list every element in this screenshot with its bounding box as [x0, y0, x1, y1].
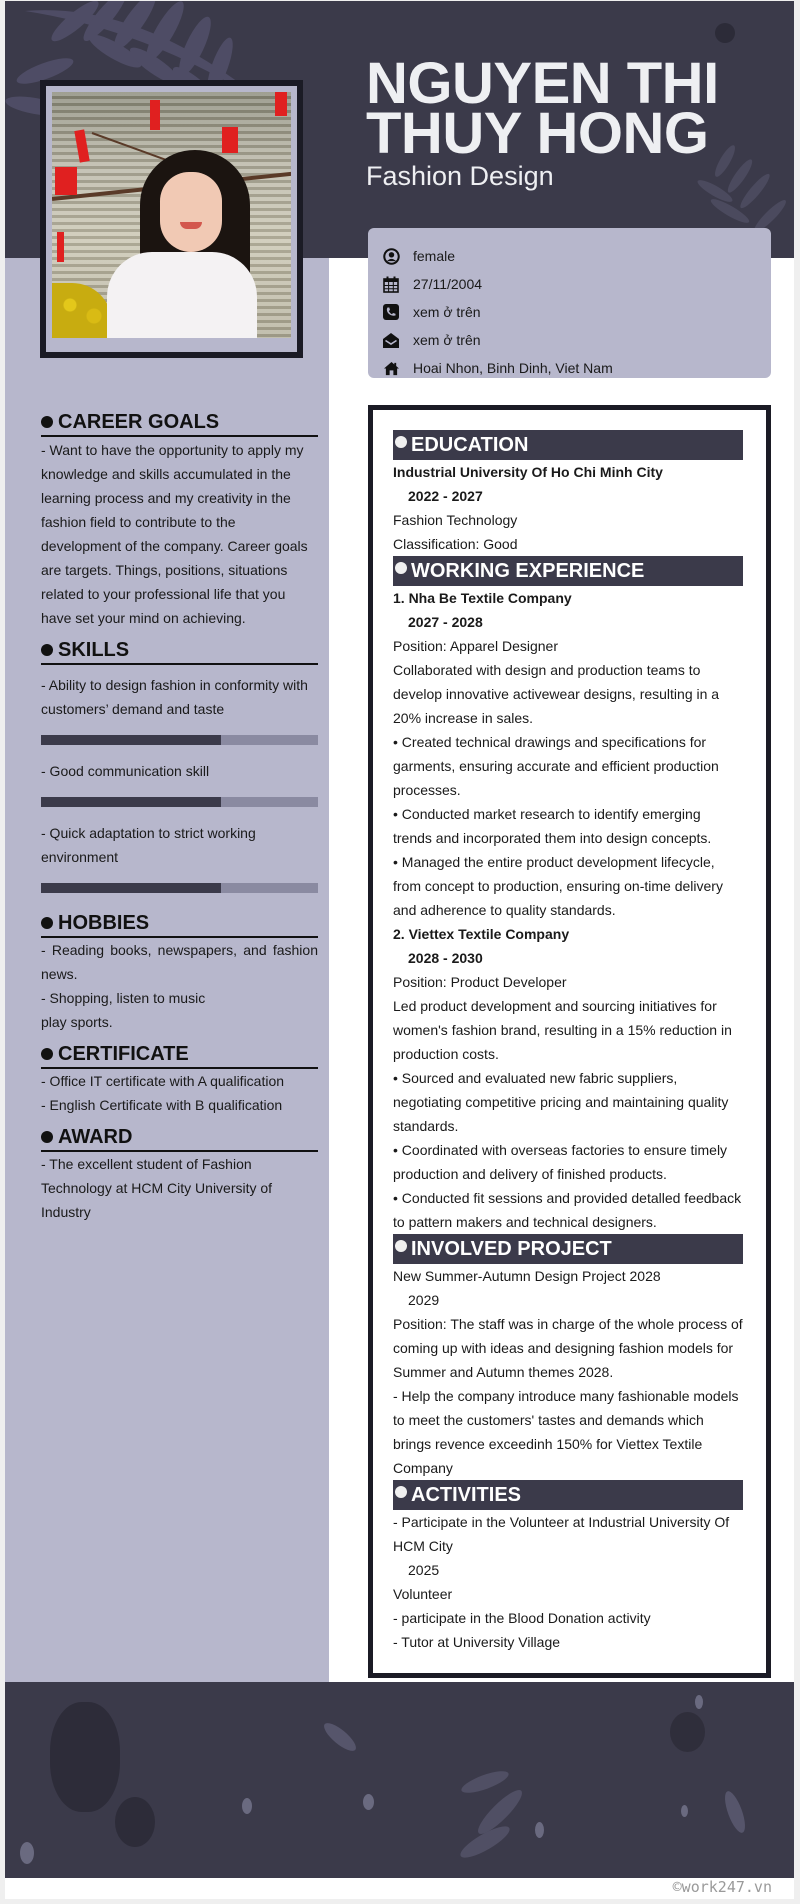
section-education: EDUCATION Industrial University Of Ho Chi Minh City 2022 - 2027 Fashion Technology Classification: Good [393, 430, 743, 556]
info-birthdate: 27/11/2004 [382, 270, 771, 298]
home-icon [382, 359, 400, 377]
personal-info-box [368, 228, 771, 378]
bullet-dot-icon [395, 1240, 407, 1252]
section-heading: INVOLVED PROJECT [393, 1234, 743, 1264]
candidate-name: NGUYEN THI THUY HONG [366, 51, 719, 166]
bullet-dot-icon [41, 1048, 53, 1060]
career-goals-text: - Want to have the opportunity to apply my knowledge and skills accumulated in the learning process and my creativity in the fashion field to contribute to the development of the company. Career goals are targets. Things, positions, situations related to your professional life that you have set your mind on achieving. [41, 442, 308, 626]
section-heading: WORKING EXPERIENCE [393, 556, 743, 586]
profile-photo-frame [40, 80, 303, 358]
info-gender: female [382, 242, 771, 270]
job-entry: 2. Viettex Textile Company 2028 - 2030 Position: Product Developer Led product development and sourcing initiatives for women's fashion brand, resulting in a 15% reduction in production costs. • Sourced and evaluated new fabric suppliers, negotiating competitive pricing and maintaining quality standards. • Coordinated with overseas factories to ensure timely production and delivery of finished products. • Conducted fit sessions and provided detalled feedback to pattern makers and technical designers. [393, 926, 742, 1230]
section-skills [41, 639, 318, 911]
skill-item: - Ability to design fashion in conformity with customers’ demand and taste [41, 673, 318, 745]
info-address: Hoai Nhon, Binh Dinh, Viet Nam [382, 354, 771, 382]
section-heading: EDUCATION [393, 430, 743, 460]
calendar-icon [382, 275, 400, 293]
job-title: Fashion Design [366, 161, 554, 191]
section-heading: HOBBIES [41, 912, 318, 938]
phone-icon [382, 303, 400, 321]
skill-level-bar [41, 797, 318, 807]
bullet-dot-icon [41, 644, 53, 656]
section-heading: AWARD [41, 1126, 318, 1152]
footer-band [5, 1682, 794, 1878]
info-email: xem ở trên [382, 326, 771, 354]
bullet-dot-icon [395, 562, 407, 574]
section-heading: ACTIVITIES [393, 1480, 743, 1510]
skill-level-bar [41, 883, 318, 893]
section-award: AWARD - The excellent student of Fashion Technology at HCM City University of Industry [41, 1126, 318, 1224]
section-hobbies: HOBBIES - Reading books, newspapers, and fashion news. - Shopping, listen to music play sports. [41, 911, 318, 1030]
skill-item: - Quick adaptation to strict working environment [41, 821, 318, 893]
fern-decoration-icon [315, 1712, 365, 1762]
info-phone: xem ở trên [382, 298, 771, 326]
bullet-dot-icon [41, 917, 53, 929]
user-circle-icon [382, 247, 400, 265]
section-activities: ACTIVITIES - Participate in the Volunteer at Industrial University Of HCM City 2025 Volunteer - participate in the Blood Donation activity - Tutor at University Village [393, 1480, 743, 1654]
skill-level-bar [41, 735, 318, 745]
job-entry: 1. Nha Be Textile Company 2027 - 2028 Position: Apparel Designer Collaborated with design and production teams to develop innovative activewear designs, resulting in a 20% increase in sales. • Created technical drawings and specifications for garments, ensuring accurate and efficient production processes. • Conducted market research to identify emerging trends and incorporated them into design concepts. • Managed the entire product development lifecycle, from concept to production, ensuring on-time delivery and adherence to quality standards. [393, 590, 723, 918]
bullet-dot-icon [395, 436, 407, 448]
cv-page [5, 1, 794, 1899]
section-certificate: CERTIFICATE - Office IT certificate with A qualification - English Certificate with B qualification [41, 1043, 318, 1117]
section-heading: CERTIFICATE [41, 1043, 318, 1069]
profile-photo [52, 92, 291, 338]
bullet-dot-icon [41, 416, 53, 428]
bullet-dot-icon [395, 1486, 407, 1498]
section-heading: SKILLS [41, 639, 318, 665]
bullet-dot-icon [41, 1131, 53, 1143]
fern-decoration-icon [445, 1752, 565, 1872]
section-involved-project: INVOLVED PROJECT New Summer-Autumn Design Project 2028 2029 Position: The staff was in charge of the whole process of coming up with ideas and designing fashion models for Summer and Autumn themes 2028. - Help the company introduce many fashionable models to meet the customers' tastes and demands which brings revence exceedinh 150% for Viettex Textile Company [393, 1234, 743, 1480]
watermark: ©work247.vn [672, 1878, 772, 1896]
section-career-goals [41, 411, 318, 630]
skill-item: - Good communication skill [41, 759, 318, 807]
section-working-experience [393, 556, 743, 1234]
section-heading: CAREER GOALS [41, 411, 318, 437]
fern-decoration-icon [715, 1782, 755, 1842]
ink-splat-decoration [715, 23, 735, 43]
envelope-open-icon [382, 331, 400, 349]
